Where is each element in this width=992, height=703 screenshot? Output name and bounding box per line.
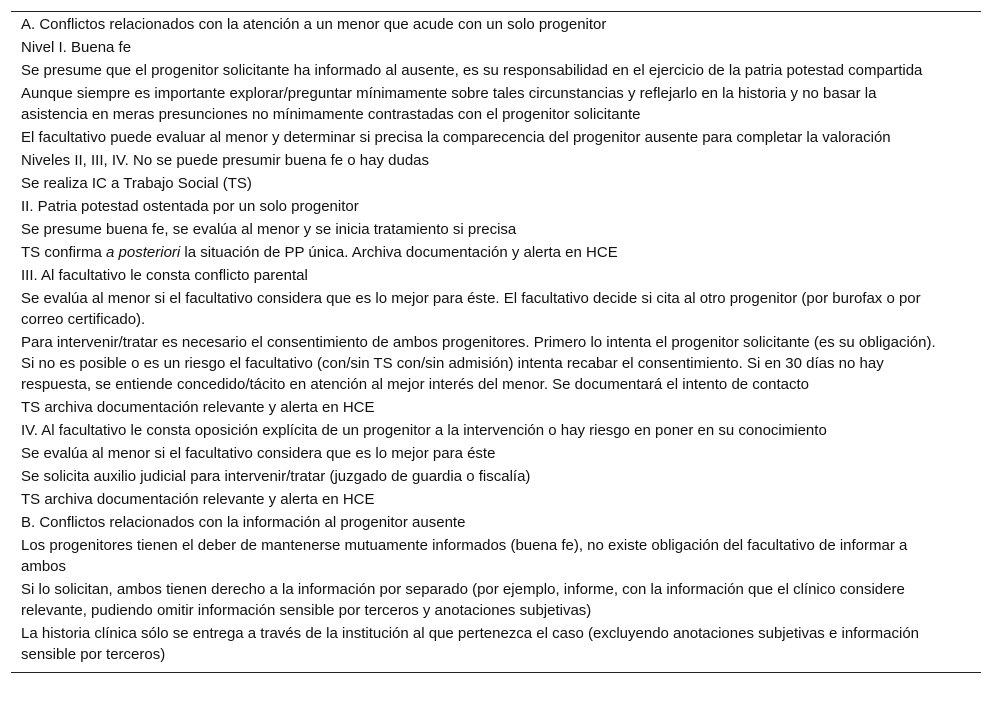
table-row-section-a-heading: A. Conflictos relacionados con la atención a un menor que acude con un solo progenitor (21, 16, 607, 33)
table-row: Se presume que el progenitor solicitante ha informado al ausente, es su responsabilidad en el ejercicio de la patria potestad compartida (21, 62, 923, 79)
table-row: Para intervenir/tratar es necesario el consentimiento de ambos progenitores. Primero lo intenta el progenitor solicitante (es su obligación). Si no es posible o es un riesgo el facultativo (con/sin TS con/sin admisión) intenta recabar el consentimiento. Si en 30 días no hay respuesta, se entiende concedido/tácito en atención al mejor interés del menor. Se documentará el intento de contacto (21, 334, 936, 393)
table-row: El facultativo puede evaluar al menor y determinar si precisa la comparecencia del progenitor ausente para completar la valoración (21, 129, 891, 146)
table-row: Aunque siempre es importante explorar/preguntar mínimamente sobre tales circunstancias y reflejarlo en la historia y no basar la asistencia en meras presunciones no mínimamente contrastadas con el progenitor solicitante (21, 85, 877, 123)
row-text-after: la situación de PP única. Archiva documentación y alerta en HCE (180, 244, 618, 261)
table-row-level-4-heading: IV. Al facultativo le consta oposición explícita de un progenitor a la intervención o hay riesgo en poner en su conocimiento (21, 422, 827, 439)
table-row: Se evalúa al menor si el facultativo considera que es lo mejor para éste. El facultativo decide si cita al otro progenitor (por burofax o por correo certificado). (21, 290, 921, 328)
table-row: Se evalúa al menor si el facultativo considera que es lo mejor para éste (21, 445, 496, 462)
table-row-section-b-heading: B. Conflictos relacionados con la información al progenitor ausente (21, 514, 466, 531)
table-row: TS archiva documentación relevante y alerta en HCE (21, 399, 375, 416)
table-row-level-1-heading: Nivel I. Buena fe (21, 39, 132, 56)
table-row: Se solicita auxilio judicial para intervenir/tratar (juzgado de guardia o fiscalía) (21, 468, 531, 485)
table-row: Si lo solicitan, ambos tienen derecho a la información por separado (por ejemplo, informe, con la información que el clínico considere relevante, pudiendo omitir información sensible por terceros y anotaciones subjetivas) (21, 581, 905, 619)
table-row-levels-2-4-heading: Niveles II, III, IV. No se puede presumir buena fe o hay dudas (21, 152, 430, 169)
table-row-level-2-heading: II. Patria potestad ostentada por un solo progenitor (21, 198, 359, 215)
table-row: La historia clínica sólo se entrega a través de la institución al que pertenezca el caso (excluyendo anotaciones subjetivas e información sensible por terceros) (21, 625, 920, 663)
table-row: Los progenitores tienen el deber de mantenerse mutuamente informados (buena fe), no existe obligación del facultativo de informar a ambos (21, 537, 908, 575)
table-row (11, 242, 981, 263)
row-text-before: TS confirma (21, 244, 107, 261)
table-row: Se realiza IC a Trabajo Social (TS) (21, 175, 252, 192)
protocol-table (11, 11, 981, 673)
table-row: TS archiva documentación relevante y alerta en HCE (21, 491, 375, 508)
row-text-italic: a posteriori (106, 244, 181, 261)
table-row-level-3-heading: III. Al facultativo le consta conflicto parental (21, 267, 308, 284)
table-row: Se presume buena fe, se evalúa al menor y se inicia tratamiento si precisa (21, 221, 517, 238)
